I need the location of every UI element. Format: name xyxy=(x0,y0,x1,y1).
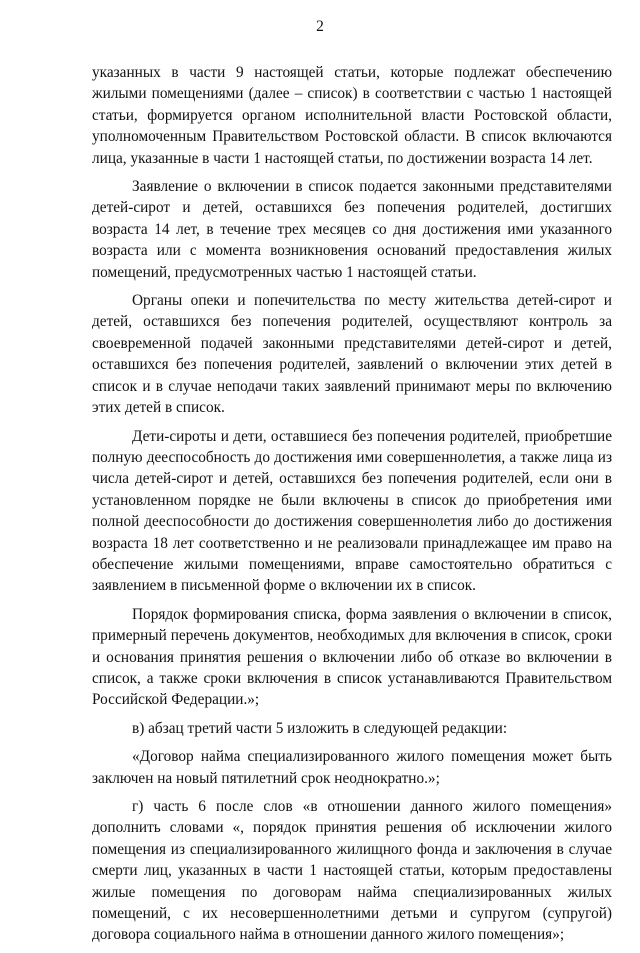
paragraph-self-application: Дети-сироты и дети, оставшиеся без попечения родителей, приобретшие полную дееспособность до достижения ими совершеннолетия, а также лица из числа детей-сирот и детей, оставшихся без попечения родителей, если они в установленном порядке не были включены в список до приобретения ими полной дееспособности до достижения совершеннолетия либо до достижения возраста 18 лет соответственно и не реализовали принадлежащее им право на обеспечение жилыми помещениями, вправе самостоятельно обратиться с заявлением в письменной форме о включении их в список. xyxy=(92,427,612,595)
paragraph-guardianship-control: Органы опеки и попечительства по месту жительства детей-сирот и детей, оставшихся без попечения родителей, осуществляют контроль за своевременной подачей законными представителями детей-сирот и детей, оставшихся без попечения родителей, заявлений о включении этих детей в список и в случае неподачи таких заявлений принимают меры по включению этих детей в список. xyxy=(92,292,612,417)
paragraph-continuation: указанных в части 9 настоящей статьи, которые подлежат обеспечению жилыми помещениями (далее – список) в соответствии с частью 1 настоящей статьи, формируется органом исполнительной власти Ростовской области, уполномоченным Правительством Ростовской области. В список включаются лица, указанные в части 1 настоящей статьи, по достижении возраста 14 лет. xyxy=(92,64,612,167)
paragraph-contract-renewal: «Договор найма специализированного жилого помещения может быть заключен на новый пятилетний срок неоднократно.»; xyxy=(92,748,612,787)
page-number: 2 xyxy=(316,18,324,35)
paragraph-amendment-v: в) абзац третий части 5 изложить в следующей редакции: xyxy=(132,719,508,737)
paragraph-list-procedure: Порядок формирования списка, форма заявления о включении в список, примерный перечень документов, необходимых для включения в список, сроки и основания принятия решения о включении либо об отказе во включении в список, а также сроки включения в список устанавливаются Правительством Российской Федерации.»; xyxy=(92,605,612,709)
paragraph-application-submission: Заявление о включении в список подается законными представителями детей-сирот и детей, оставшихся без попечения родителей, достигших возраста 14 лет, в течение трех месяцев со дня достижения ими указанного возраста или с момента возникновения оснований предоставления жилых помещений, предусмотренных частью 1 настоящей статьи. xyxy=(92,178,612,281)
document-body xyxy=(92,62,612,953)
paragraph-amendment-g: г) часть 6 после слов «в отношении данного жилого помещения» дополнить словами «, порядок принятия решения об исключении жилого помещения из специализированного жилищного фонда и заключения в случае смерти лиц, указанных в части 1 настоящей статьи, которым предоставлены жилые помещения по договорам найма специализированных жилых помещений, с их несовершеннолетними детьми и супругом (супругой) договора социального найма в отношении данного жилого помещения»; xyxy=(92,798,612,944)
